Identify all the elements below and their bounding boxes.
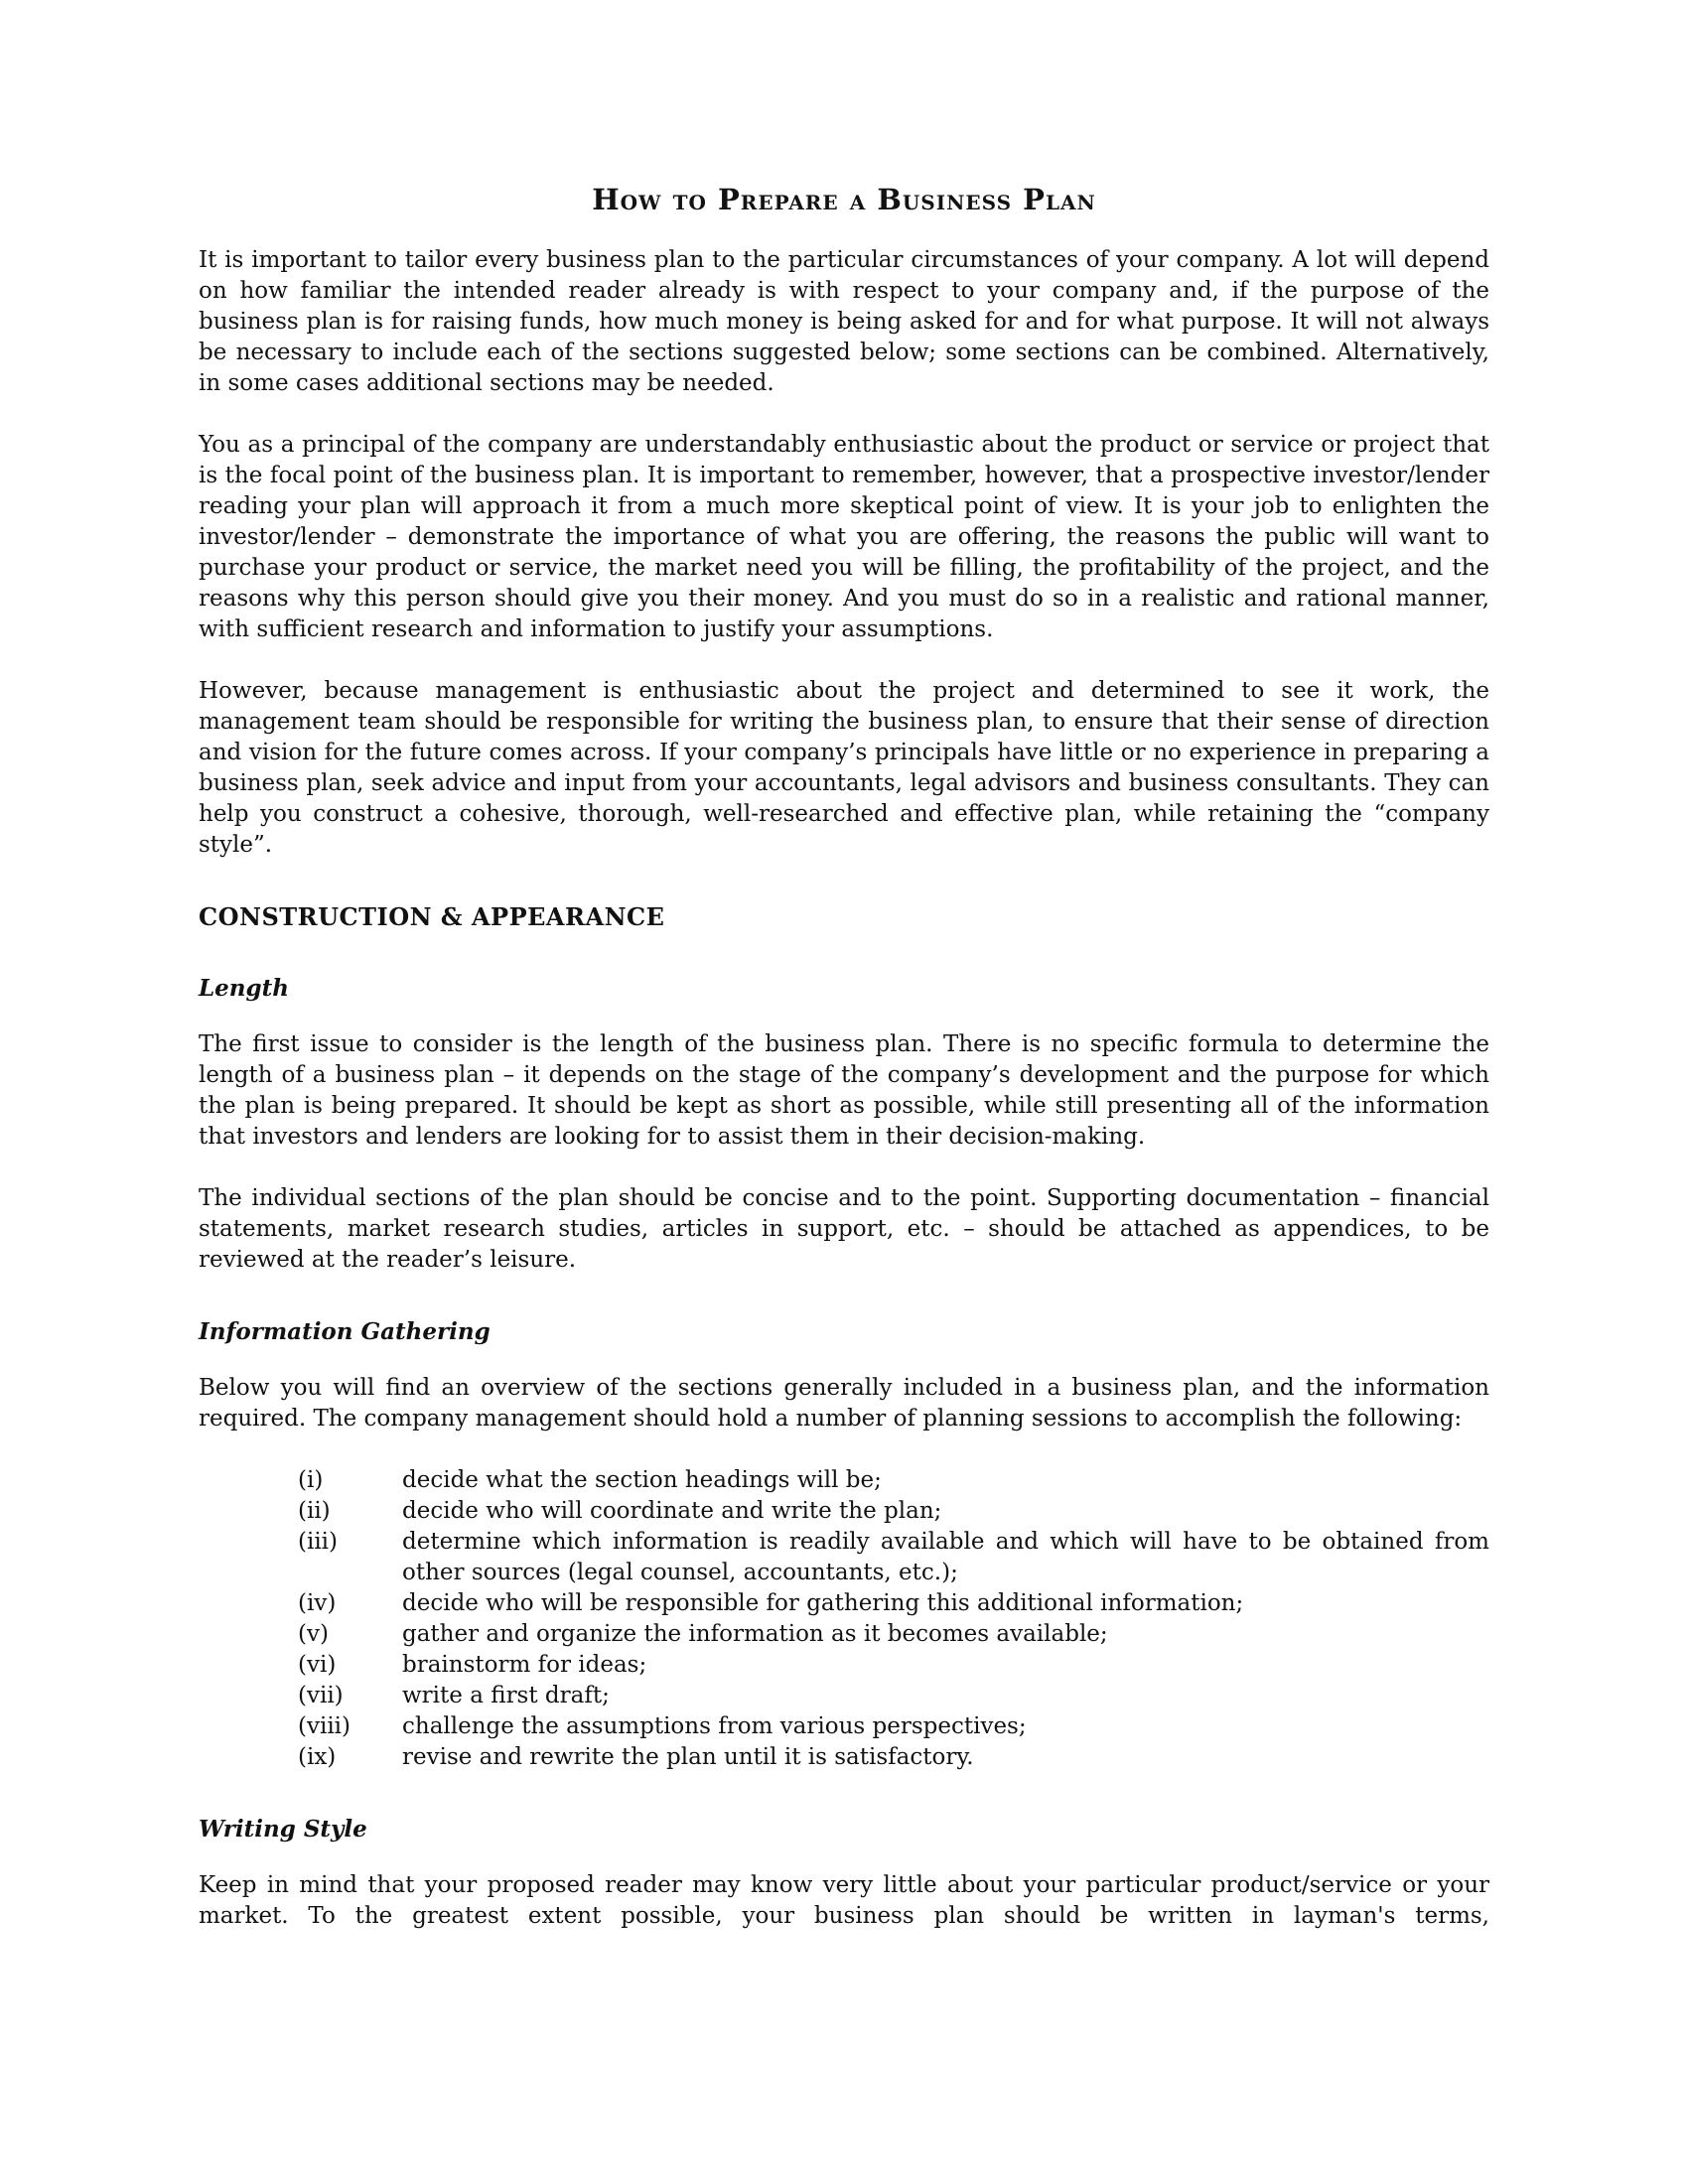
list-item-number: (iii) [298,1529,339,1555]
list-item-number: (ii) [298,1498,331,1524]
list-item-number: (i) [298,1467,324,1493]
section-heading-construction-appearance: CONSTRUCTION & APPEARANCE [199,902,665,931]
subsection-heading-length: Length [199,975,289,1002]
list-item [298,1681,1489,1711]
list-item [298,1465,1489,1496]
length-paragraph-2: The individual sections of the plan should be concise and to the point. Supporting documentation – financial statements, market research studies, articles in support, etc. – should be attached as appendices, to be reviewed at the reader’s leisure. [199,1185,1489,1273]
length-paragraph-1: The first issue to consider is the length of the business plan. There is no specific formula to determine the length of a business plan – it depends on the stage of the company’s development and the purpose for which the plan is being prepared. It should be kept as short as possible, while still presenting all of the information that investors and lenders are looking for to assist them in their decision-making. [199,1031,1489,1150]
list-item-number: (iv) [298,1590,337,1616]
list-item [298,1496,1489,1527]
information-gathering-intro: Below you will find an overview of the sections generally included in a business plan, and the information required. The company management should hold a number of planning sessions to accomplish the following: [199,1375,1489,1432]
document-content [199,181,1489,1963]
intro-paragraph-3: However, because management is enthusiastic about the project and determined to see it work, the management team should be responsible for writing the business plan, to ensure that their sense of direction and vision for the future comes across. If your company’s principals have little or no experience in preparing a business plan, seek advice and input from your accountants, legal advisors and business consultants. They can help you construct a cohesive, thorough, well-researched and effective plan, while retaining the “company style”. [199,678,1489,858]
list-item-text: decide who will be responsible for gathering this additional information; [402,1590,1244,1616]
list-item [298,1742,1489,1773]
list-item-text: gather and organize the information as it becomes available; [402,1621,1108,1647]
list-item [298,1588,1489,1619]
list-item-number: (v) [298,1621,329,1647]
list-item-text: decide who will coordinate and write the plan; [402,1498,942,1524]
document-title: How to Prepare a Business Plan [592,183,1096,216]
list-item-text: determine which information is readily available and which will have to be obtained from other sources (legal counsel, accountants, etc.); [402,1529,1489,1585]
intro-paragraph-1: It is important to tailor every business plan to the particular circumstances of your company. A lot will depend on how familiar the intended reader already is with respect to your company and, if the purpose of the business plan is for raising funds, how much money is being asked for and for what purpose. It will not always be necessary to include each of the sections suggested below; some sections can be combined. Alternatively, in some cases additional sections may be needed. [199,247,1489,396]
list-item-number: (vii) [298,1683,344,1708]
list-item-text: brainstorm for ideas; [402,1652,647,1678]
list-item-number: (viii) [298,1713,352,1739]
planning-steps-list [298,1465,1489,1773]
list-item-text: write a first draft; [402,1683,610,1708]
list-item [298,1619,1489,1650]
list-item-text: decide what the section headings will be; [402,1467,882,1493]
intro-paragraph-2: You as a principal of the company are understandably enthusiastic about the product or service or project that is the focal point of the business plan. It is important to remember, however, that a prospective investor/lender reading your plan will approach it from a much more skeptical point of view. It is your job to enlighten the investor/lender – demonstrate the importance of what you are offering, the reasons the public will want to purchase your product or service, the market need you will be filling, the profitability of the project, and the reasons why this person should give you their money. And you must do so in a realistic and rational manner, with sufficient research and information to justify your assumptions. [199,432,1489,642]
list-item-text: revise and rewrite the plan until it is satisfactory. [402,1744,974,1770]
subsection-heading-information-gathering: Information Gathering [199,1318,491,1345]
list-item [298,1711,1489,1742]
list-item-text: challenge the assumptions from various perspectives; [402,1713,1027,1739]
list-item [298,1527,1489,1588]
list-item-number: (vi) [298,1652,337,1678]
subsection-heading-writing-style: Writing Style [199,1816,367,1843]
writing-style-paragraph: Keep in mind that your proposed reader may know very little about your particular product/service or your market. To the greatest extent possible, your business plan should be written in layman's terms, [199,1872,1489,1929]
list-item [298,1650,1489,1681]
list-item-number: (ix) [298,1744,337,1770]
